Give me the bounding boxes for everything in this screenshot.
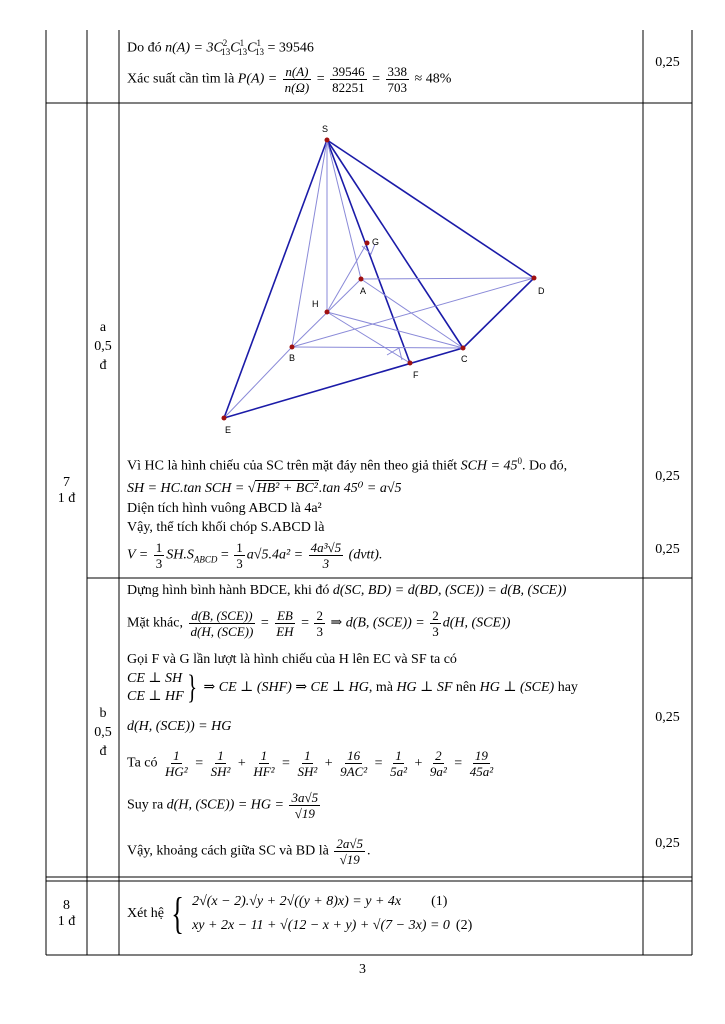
label-e: E	[225, 425, 232, 435]
part-a-line5: V = $\frac{1}{3}$ $SH.S_{ABCD}$ = $\frac{1}{3}$ a√5.4a² = $\frac{\text{4a³√5}}{3}$ (dvtt).	[127, 540, 383, 571]
fraction-term: $\frac{1}{\text{HG²}}$	[165, 748, 188, 779]
pyramid-figure	[200, 120, 560, 440]
part-b-line8: Vậy, khoảng cách giữa SC và BD là $\frac{2a√5}{√19}$ .	[127, 836, 371, 867]
part-b-line1: Dựng hình bình hành BDCE, khi đó d(SC, BD) = d(BD, (SCE)) = d(B, (SCE))	[127, 583, 567, 598]
probability-count-line: Do đó $n(A) = 3C^2_{13}C^1_{13}C^1_{13} = 39546$	[127, 38, 314, 58]
operator: =	[191, 755, 207, 771]
part-a-line2: SH = HC.tan SCH = √HB² + BC².tan 45⁰ = a√5	[127, 481, 402, 496]
operator: +	[234, 755, 250, 771]
part-b-line7: Suy ra d(H, (SCE)) = HG = $\frac{3a√5}{√19}$	[127, 790, 319, 821]
probability-result-line: Xác suất cần tìm là P(A) = $\frac{n(A)}{n(\Omega)}$ = $\frac{39546}{82251}$ = $\frac{338}{703}$ ≈ 48%	[127, 64, 452, 95]
part-a-line3: Diện tích hình vuông ABCD là 4a²	[127, 501, 322, 516]
label-b: B	[289, 353, 296, 363]
label-d: D	[538, 286, 545, 296]
fraction-term: $\frac{1}{\text{HF²}}$	[253, 748, 275, 779]
score-a2: 0,25	[655, 542, 680, 557]
label-h: H	[312, 299, 319, 309]
operator: +	[410, 755, 426, 771]
score-a1: 0,25	[655, 469, 680, 484]
label-f: F	[413, 370, 419, 380]
equation-1: 2√(x − 2).√y + 2√((y + 8)x) = y + 4x	[192, 894, 402, 909]
score-b2: 0,25	[655, 836, 680, 851]
score-b1: 0,25	[655, 710, 680, 725]
part-a-label: a 0,5 đ	[94, 320, 112, 373]
part-b-label: b 0,5 đ	[94, 706, 112, 759]
operator: =	[450, 755, 466, 771]
fraction-term: $\frac{19}{\text{45a²}}$	[469, 748, 494, 779]
fraction-term: $\frac{1}{\text{SH²}}$	[297, 748, 318, 779]
part-a-line1: Vì HC là hình chiếu của SC trên mặt đáy nên theo giả thiết SCH = $45^0$. Do đó,	[127, 456, 568, 474]
operator: +	[321, 755, 337, 771]
part-b-line2: Mặt khác, $\frac{\text{d(B, (SCE))}}{\text{d(H, (SCE))}}$ = $\frac{EB}{EH}$ = $\frac{2}{3}$ ⇒ d(B, (SCE)) = $\frac{2}{3}$ d(H, (SCE))	[127, 608, 511, 639]
label-c: C	[461, 354, 468, 364]
part-b-line3: Gọi F và G lần lượt là hình chiếu của H lên EC và SF ta có	[127, 652, 457, 667]
page-number: 3	[359, 962, 366, 977]
part-a-line4: Vậy, thể tích khối chóp S.ABCD là	[127, 520, 325, 535]
score-row1: 0,25	[655, 55, 680, 70]
system-of-equations: Xét hệ { 2√(x − 2).√y + 2√((y + 8)x) = y + 4x (1) xy + 2x − 11 + √(12 − x + y) + √(7 − 3x) = 0 (2)	[127, 889, 473, 938]
operator: =	[371, 755, 387, 771]
part-b-line5: d(H, (SCE)) = HG	[127, 719, 232, 734]
label-a: A	[360, 286, 367, 296]
equation-2: xy + 2x − 11 + √(12 − x + y) + √(7 − 3x) = 0	[192, 918, 450, 933]
fraction-term: $\frac{2}{\text{9a²}}$	[429, 748, 447, 779]
part-b-line6: Ta có $\frac{1}{\text{HG²}}$ = $\frac{1}{\text{SH²}}$ + $\frac{1}{\text{HF²}}$ = $\frac{1}{\text{SH²}}$ + $\frac{16}{\text{9AC²}}$ = $\frac{1}{\text{5a²}}$ + $\frac{2}{\text{9a²}}$ = $\frac{19}{\text{45a²}}$	[127, 748, 497, 779]
label-s: S	[322, 124, 329, 134]
part-b-line4: CE ⊥ SH CE ⊥ HF } ⇒ CE ⊥ (SHF) ⇒ CE ⊥ HG, mà HG ⊥ SF nên HG ⊥ (SCE) hay	[127, 669, 578, 706]
fraction-term: $\frac{1}{\text{5a²}}$	[390, 748, 407, 779]
fraction-term: $\frac{1}{\text{SH²}}$	[210, 748, 231, 779]
operator: =	[278, 755, 294, 771]
fraction-term: $\frac{16}{\text{9AC²}}$	[340, 748, 368, 779]
question-7-number: 7 1 đ	[57, 475, 76, 506]
question-8-number: 8 1 đ	[57, 898, 76, 929]
label-g: G	[372, 237, 380, 247]
